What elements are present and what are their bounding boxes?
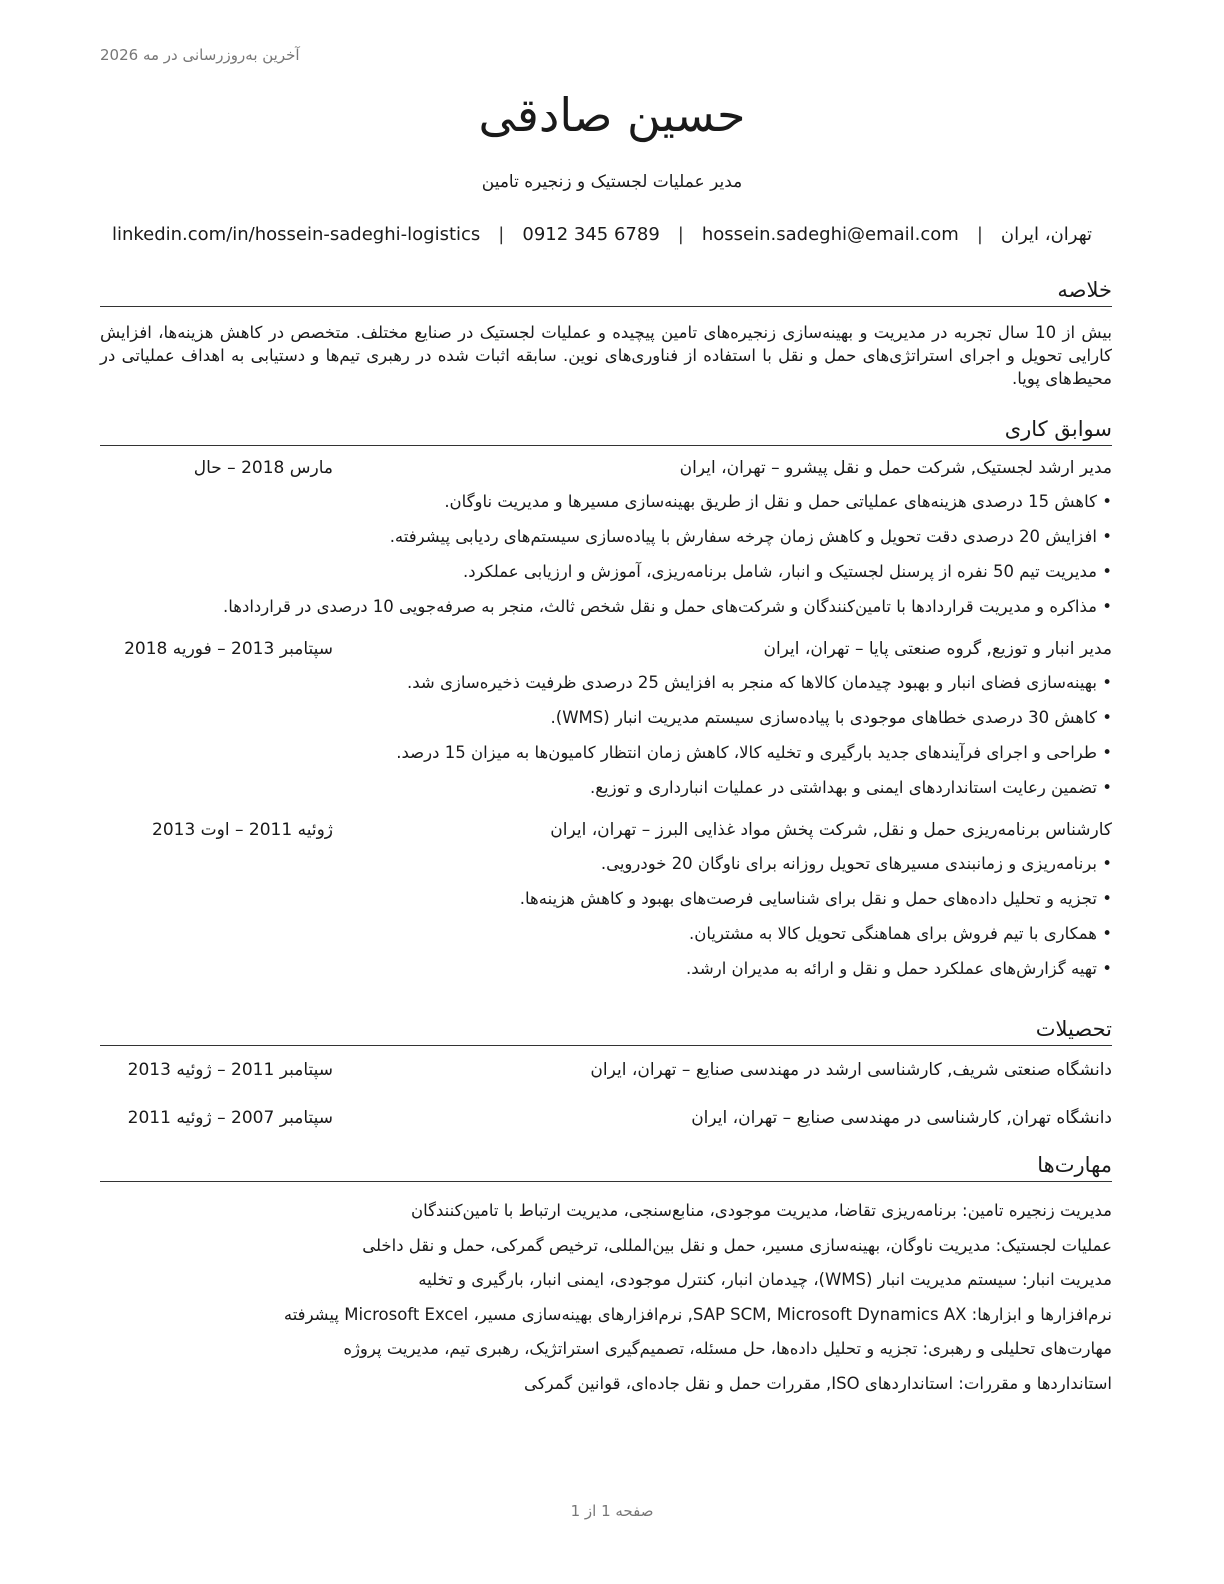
contact-line <box>100 224 1104 245</box>
skill-line: مدیریت زنجیره تامین: برنامه‌ریزی تقاضا، مدیریت موجودی، منابع‌سنجی، مدیریت ارتباط با تامین‌کنندگان <box>411 1201 1112 1220</box>
job-bullet: • همکاری با تیم فروش برای هماهنگی تحویل کالا به مشتریان. <box>100 916 1112 951</box>
contact-email[interactable]: hossein.sadeghi@email.com <box>701 224 959 245</box>
job-title: مدیر ارشد لجستیک, شرکت حمل و نقل پیشرو – تهران، ایران <box>679 458 1112 478</box>
job-dates: سپتامبر 2013 – فوریه 2018 <box>124 639 333 659</box>
contact-separator: | <box>677 224 684 245</box>
education-dates: سپتامبر 2007 – ژوئیه 2011 <box>127 1108 333 1128</box>
last-updated-note: آخرین به‌روزرسانی در مه 2026 <box>100 46 300 64</box>
education-dates: سپتامبر 2011 – ژوئیه 2013 <box>127 1060 333 1080</box>
job-title: کارشناس برنامه‌ریزی حمل و نقل, شرکت پخش مواد غذایی البرز – تهران، ایران <box>550 820 1112 840</box>
job-bullets <box>100 846 1112 986</box>
summary-heading: خلاصه <box>100 276 1112 307</box>
candidate-title: مدیر عملیات لجستیک و زنجیره تامین <box>481 172 743 192</box>
job-bullets <box>100 484 1112 624</box>
job-entry <box>100 820 1112 986</box>
job-bullet: • مدیریت تیم 50 نفره از پرسنل لجستیک و انبار، شامل برنامه‌ریزی، آموزش و ارزیابی عملکرد. <box>100 554 1112 589</box>
summary-section <box>100 276 1112 390</box>
education-title: دانشگاه صنعتی شریف, کارشناسی ارشد در مهندسی صنایع – تهران، ایران <box>590 1060 1112 1080</box>
job-bullet: • برنامه‌ریزی و زمانبندی مسیرهای تحویل روزانه برای ناوگان 20 خودرویی. <box>100 846 1112 881</box>
contact-phone: 0912 345 6789 <box>522 224 660 245</box>
skills-heading: مهارت‌ها <box>100 1151 1112 1182</box>
job-dates: ژوئیه 2011 – اوت 2013 <box>152 820 333 840</box>
candidate-name: حسین صادقی <box>478 88 746 142</box>
job-title: مدیر انبار و توزیع, گروه صنعتی پایا – تهران، ایران <box>763 639 1112 659</box>
page-number: صفحه 1 از 1 <box>570 1502 654 1520</box>
contact-separator: | <box>976 224 983 245</box>
job-bullet: • کاهش 15 درصدی هزینه‌های عملیاتی حمل و نقل از طریق بهینه‌سازی مسیرها و مدیریت ناوگان. <box>100 484 1112 519</box>
summary-text: بیش از 10 سال تجربه در مدیریت و بهینه‌سازی زنجیره‌های تامین پیچیده و عملیات لجستیک در صنایع مختلف. متخصص در کاهش هزینه‌ها، افزایش کارایی تحویل و اجرای استراتژی‌های حمل و نقل با استفاده از فناوری‌های نوین. سابقه اثبات شده در رهبری تیم‌ها و دستیابی به اهداف عملیاتی در محیط‌های پویا. <box>100 323 1112 388</box>
experience-heading: سوابق کاری <box>100 415 1112 446</box>
skill-line: نرم‌افزارها و ابزارها: SAP SCM, Microsoft Dynamics AX, نرم‌افزارهای بهینه‌سازی مسیر، Microsoft Excel پیشرفته <box>283 1304 1112 1324</box>
education-title: دانشگاه تهران, کارشناسی در مهندسی صنایع – تهران، ایران <box>691 1108 1112 1128</box>
education-entry <box>100 1108 1112 1156</box>
skill-line: مهارت‌های تحلیلی و رهبری: تجزیه و تحلیل داده‌ها، حل مسئله، تصمیم‌گیری استراتژیک، رهبری تیم، مدیریت پروژه <box>343 1339 1112 1358</box>
skill-line: استانداردها و مقررات: استانداردهای ISO, مقررات حمل و نقل جاده‌ای، قوانین گمرکی <box>524 1373 1112 1393</box>
job-bullet: • افزایش 20 درصدی دقت تحویل و کاهش زمان چرخه سفارش با پیاده‌سازی سیستم‌های ردیابی پیشرفته. <box>100 519 1112 554</box>
experience-section <box>100 415 1112 986</box>
skills-section <box>100 1151 1112 1401</box>
contact-location: تهران، ایران <box>1000 224 1093 245</box>
job-bullet: • تضمین رعایت استانداردهای ایمنی و بهداشتی در عملیات انبارداری و توزیع. <box>100 770 1112 805</box>
job-bullet: • مذاکره و مدیریت قراردادها با تامین‌کنندگان و شرکت‌های حمل و نقل شخص ثالث، منجر به صرفه‌جویی 10 درصدی در قراردادها. <box>100 589 1112 624</box>
contact-linkedin[interactable]: linkedin.com/in/hossein-sadeghi-logistics <box>111 224 481 245</box>
education-heading: تحصیلات <box>100 1015 1112 1046</box>
job-dates: مارس 2018 – حال <box>193 458 333 478</box>
job-bullet: • بهینه‌سازی فضای انبار و بهبود چیدمان کالاها که منجر به افزایش 25 درصدی ظرفیت ذخیره‌سازی شد. <box>100 665 1112 700</box>
job-entry <box>100 639 1112 805</box>
education-section <box>100 1015 1112 1156</box>
job-entry <box>100 458 1112 624</box>
education-entry <box>100 1060 1112 1108</box>
job-bullet: • طراحی و اجرای فرآیندهای جدید بارگیری و تخلیه کالا، کاهش زمان انتظار کامیون‌ها به میزان 15 درصد. <box>100 735 1112 770</box>
skill-line: عملیات لجستیک: مدیریت ناوگان، بهینه‌سازی مسیر، حمل و نقل بین‌المللی، ترخیص گمرکی، حمل و نقل داخلی <box>362 1235 1112 1255</box>
job-bullet: • تجزیه و تحلیل داده‌های حمل و نقل برای شناسایی فرصت‌های بهبود و کاهش هزینه‌ها. <box>100 881 1112 916</box>
job-bullet: • تهیه گزارش‌های عملکرد حمل و نقل و ارائه به مدیران ارشد. <box>100 951 1112 986</box>
job-bullet: • کاهش 30 درصدی خطاهای موجودی با پیاده‌سازی سیستم مدیریت انبار (WMS). <box>100 700 1112 735</box>
contact-separator: | <box>498 224 505 245</box>
job-bullets <box>100 665 1112 805</box>
skills-list <box>100 1194 1112 1401</box>
skill-line: مدیریت انبار: سیستم مدیریت انبار (WMS)، چیدمان انبار، کنترل موجودی، ایمنی انبار، بارگیری و تخلیه <box>418 1270 1112 1289</box>
